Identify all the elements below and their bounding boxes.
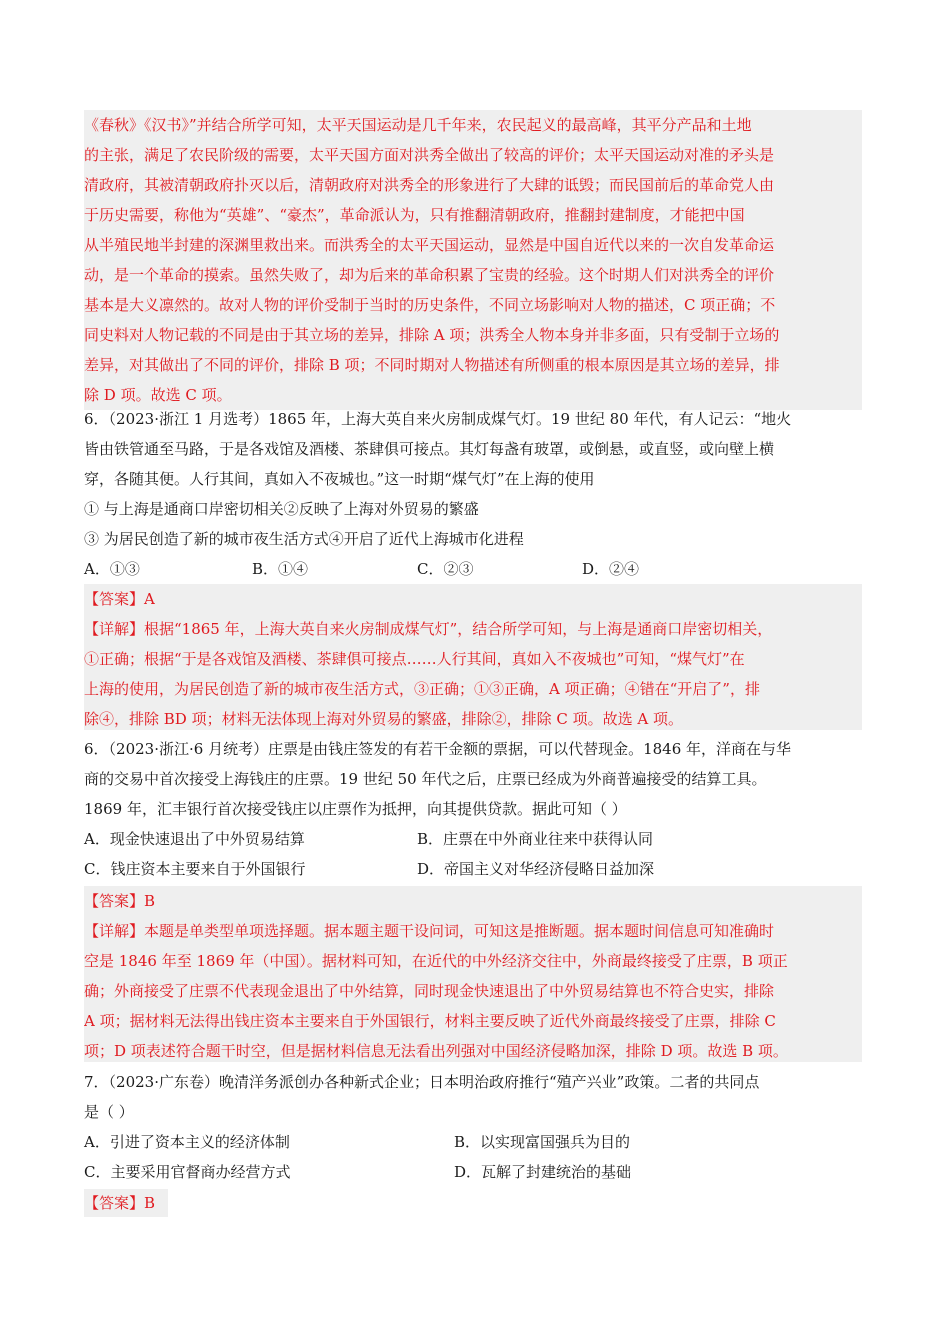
option-row [84,1127,862,1157]
prev-explanation-line: 动，是一个革命的摸索。虽然失败了，却为后来的革命积累了宝贵的经验。这个时期人们对洪秀全的评价 [84,266,775,284]
option-a: A．引进了资本主义的经济体制 [84,1133,290,1151]
option-c: C．主要采用官督商办经营方式 [84,1163,291,1181]
option-row [84,1157,862,1187]
question-6-january [84,404,862,584]
option-b: B．庄票在中外商业往来中获得认同 [417,830,654,848]
answer-label: 【答案】B [84,892,156,910]
question-stem-line: 穿，各随其便。人行其间，真如入不夜城也。”这一时期“煤气灯”在上海的使用 [84,470,595,488]
explanation-line: ①正确；根据“于是各戏馆及酒楼、茶肆俱可接点……人行其间，真如入不夜城也”可知，“煤气灯”在 [84,650,745,668]
question-6-june [84,734,862,884]
explanation-line: 空是 1846 年至 1869 年（中国）。据材料可知，在近代的中外经济交往中，外商最终接受了庄票，B 项正 [84,952,788,970]
question-stem-line: 皆由铁管通至马路，于是各戏馆及酒楼、茶肆俱可接点。其灯每盏有玻罩，或倒悬，或直竖，或向壁上横 [84,440,775,458]
explanation-line: A 项；据材料无法得出钱庄资本主要来自于外国银行，材料主要反映了近代外商最终接受了庄票，排除 C [84,1012,776,1030]
explanation-line: 【详解】本题是单类型单项选择题。据本题主题干设问词，可知这是推断题。据本题时间信息可知准确时 [84,922,775,940]
option-d: D．帝国主义对华经济侵略日益加深 [417,860,655,878]
explanation-line: 【详解】根据“1865 年，上海大英自来火房制成煤气灯”，结合所学可知，与上海是通商口岸密切相关， [84,620,773,638]
prev-explanation-line: 于历史需要，称他为“英雄”、“豪杰”，革命派认为，只有推翻清朝政府，推翻封建制度，才能把中国 [84,206,745,224]
option-row [84,824,862,854]
answer-7 [84,1189,168,1217]
explanation-line: 上海的使用，为居民创造了新的城市夜生活方式，③正确；①③正确，A 项正确；④错在“开启了”，排 [84,680,760,698]
prev-explanation-line: 除 D 项。故选 C 项。 [84,386,232,404]
prev-explanation [84,110,862,410]
prev-explanation-line: 同史料对人物记载的不同是由于其立场的差异，排除 A 项；洪秀全人物本身并非多面，只有受制于立场的 [84,326,780,344]
option-d: D．②④ [582,560,640,578]
question-stem-line: 6．（2023·浙江 1 月选考）1865 年，上海大英自来火房制成煤气灯。19 世纪 80 年代，有人记云：“地火 [84,410,792,428]
question-stem-line: 商的交易中首次接受上海钱庄的庄票。19 世纪 50 年代之后，庄票已经成为外商普遍接受的结算工具。 [84,770,767,788]
prev-explanation-line: 差异，对其做出了不同的评价，排除 B 项；不同时期对人物描述有所侧重的根本原因是其立场的差异，排 [84,356,780,374]
answer-label: 【答案】B [84,1194,156,1212]
answer-6-january [84,584,862,730]
answer-6-june [84,886,862,1062]
question-stem-line: 7．（2023·广东卷）晚清洋务派创办各种新式企业；日本明治政府推行“殖产兴业”政策。二者的共同点 [84,1073,760,1091]
prev-explanation-line: 的主张，满足了农民阶级的需要，太平天国方面对洪秀全做出了较高的评价；太平天国运动对准的矛头是 [84,146,775,164]
option-c: C．②③ [417,560,474,578]
question-stem-line: 是（ ） [84,1103,134,1121]
option-d: D．瓦解了封建统治的基础 [454,1163,632,1181]
option-a: A．①③ [84,560,140,578]
option-row [84,854,862,884]
prev-explanation-line: 基本是大义凛然的。故对人物的评价受制于当时的历史条件，不同立场影响对人物的描述，C 项正确；不 [84,296,776,314]
statement-line: ① 与上海是通商口岸密切相关②反映了上海对外贸易的繁盛 [84,500,479,518]
option-row [84,554,862,584]
question-7 [84,1067,862,1187]
prev-explanation-line: 从半殖民地半封建的深渊里救出来。而洪秀全的太平天国运动，显然是中国自近代以来的一次自发革命运 [84,236,775,254]
option-a: A．现金快速退出了中外贸易结算 [84,830,305,848]
prev-explanation-line: 清政府，其被清朝政府扑灭以后，清朝政府对洪秀全的形象进行了大肆的诋毁；而民国前后的革命党人由 [84,176,775,194]
answer-label: 【答案】A [84,590,155,608]
question-stem-line: 6．（2023·浙江·6 月统考）庄票是由钱庄签发的有若干金额的票据，可以代替现金。1846 年，洋商在与华 [84,740,792,758]
question-stem-line: 1869 年，汇丰银行首次接受钱庄以庄票作为抵押，向其提供贷款。据此可知（ ） [84,800,627,818]
explanation-line: 除④，排除 BD 项；材料无法体现上海对外贸易的繁盛，排除②，排除 C 项。故选 A 项。 [84,710,683,728]
explanation-line: 确；外商接受了庄票不代表现金退出了中外结算，同时现金快速退出了中外贸易结算也不符合史实，排除 [84,982,775,1000]
option-c: C．钱庄资本主要来自于外国银行 [84,860,306,878]
prev-explanation-line: 《春秋》《汉书》”并结合所学可知，太平天国运动是几千年来，农民起义的最高峰，其平分产品和土地 [84,116,752,134]
explanation-line: 项；D 项表述符合题干时空，但是据材料信息无法看出列强对中国经济侵略加深，排除 D 项。故选 B 项。 [84,1042,788,1060]
statement-line: ③ 为居民创造了新的城市夜生活方式④开启了近代上海城市化进程 [84,530,524,548]
option-b: B．①④ [252,560,309,578]
option-b: B．以实现富国强兵为目的 [454,1133,631,1151]
